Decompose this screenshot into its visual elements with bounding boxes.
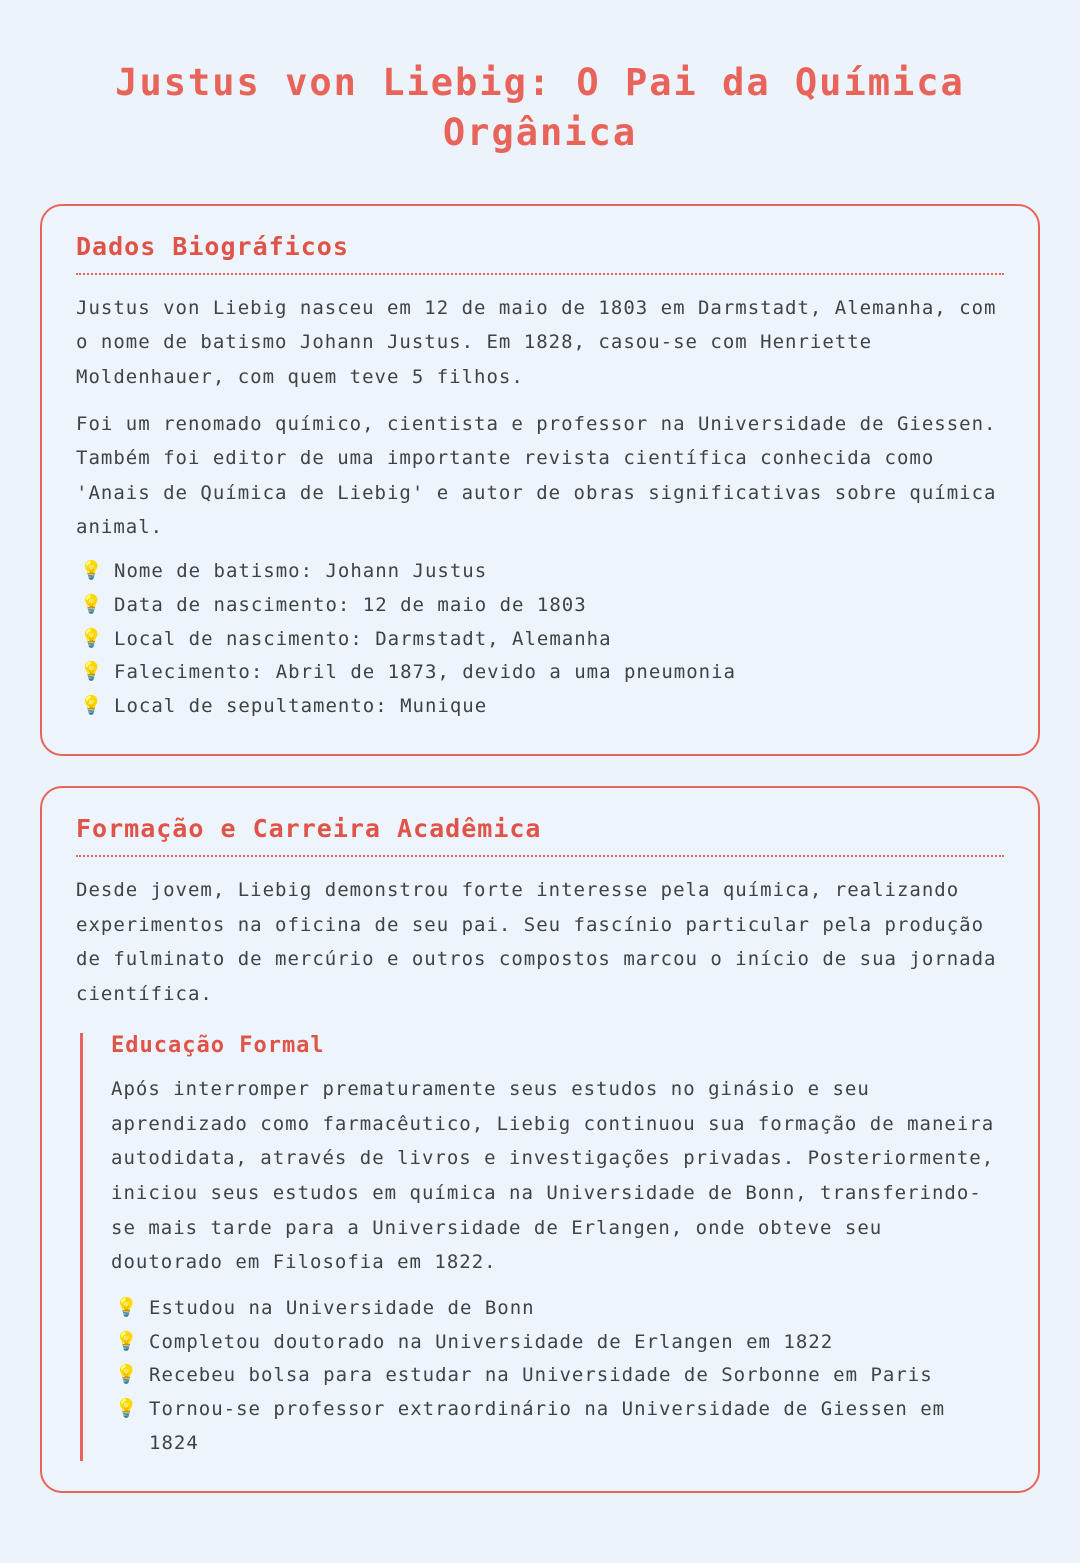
- section-formacao-carreira: [40, 786, 1040, 1493]
- list-item: [76, 555, 1004, 589]
- list-item-text: Completou doutorado na Universidade de Erlangen em 1822: [149, 1330, 834, 1353]
- biografia-paragraph-2: Foi um renomado químico, cientista e professor na Universidade de Giessen. Também foi editor de uma importante revista científica conhecida como 'Anais de Química de Liebig' e autor de obras significativas sobre química animal.: [76, 412, 997, 539]
- list-item: [76, 656, 1004, 690]
- list-item-text: Nome de batismo: Johann Justus: [114, 559, 488, 582]
- lightbulb-icon: 💡: [80, 695, 104, 717]
- lightbulb-icon: 💡: [115, 1364, 139, 1386]
- lightbulb-icon: 💡: [80, 627, 104, 649]
- list-item-text: Estudou na Universidade de Bonn: [149, 1296, 535, 1319]
- list-item: [76, 589, 1004, 623]
- formacao-paragraph-1: Desde jovem, Liebig demonstrou forte interesse pela química, realizando experimentos na oficina de seu pai. Seu fascínio particular pela produção de fulminato de mercúrio e outros compostos marcou o início de sua jornada científica.: [76, 878, 997, 1005]
- list-item: [76, 690, 1004, 724]
- page-title: Justus von Liebig: O Pai da Química Orgânica: [115, 61, 965, 154]
- list-item-text: Local de nascimento: Darmstadt, Alemanha: [114, 627, 612, 650]
- section-dados-biograficos: [40, 204, 1040, 756]
- lightbulb-icon: 💡: [80, 661, 104, 683]
- list-item: [111, 1393, 1004, 1461]
- list-item-text: Falecimento: Abril de 1873, devido a uma pneumonia: [114, 661, 736, 684]
- lightbulb-icon: 💡: [80, 559, 104, 581]
- educacao-fact-list: [111, 1292, 1004, 1461]
- lightbulb-icon: 💡: [80, 593, 104, 615]
- list-item-text: Local de sepultamento: Munique: [114, 695, 488, 718]
- list-item: [111, 1292, 1004, 1326]
- subsection-heading-educacao-formal: Educação Formal: [111, 1033, 325, 1059]
- section-heading-formacao-carreira: Formação e Carreira Acadêmica: [76, 814, 1004, 857]
- lightbulb-icon: 💡: [115, 1330, 139, 1352]
- list-item: [111, 1326, 1004, 1360]
- biografia-paragraph-1: Justus von Liebig nasceu em 12 de maio de 1803 em Darmstadt, Alemanha, com o nome de batismo Johann Justus. Em 1828, casou-se com Henriette Moldenhauer, com quem teve 5 filhos.: [76, 296, 997, 389]
- list-item-text: Data de nascimento: 12 de maio de 1803: [114, 593, 587, 616]
- list-item: [111, 1359, 1004, 1393]
- lightbulb-icon: 💡: [115, 1398, 139, 1420]
- list-item-text: Tornou-se professor extraordinário na Universidade de Giessen em 1824: [149, 1398, 946, 1455]
- list-item: [76, 623, 1004, 657]
- educacao-paragraph-1: Após interromper prematuramente seus estudos no ginásio e seu aprendizado como farmacêutico, Liebig continuou sua formação de maneira autodidata, através de livros e investigações privadas. Posteriormente, iniciou seus estudos em química na Universidade de Bonn, transferindo-se mais tarde para a Universidade de Erlangen, onde obteve seu doutorado em Filosofia em 1822.: [111, 1078, 995, 1274]
- subsection-educacao-formal: [80, 1033, 1004, 1461]
- biografia-fact-list: [76, 555, 1004, 724]
- section-heading-dados-biograficos: Dados Biográficos: [76, 232, 1004, 275]
- list-item-text: Recebeu bolsa para estudar na Universidade de Sorbonne em Paris: [149, 1364, 933, 1387]
- lightbulb-icon: 💡: [115, 1296, 139, 1318]
